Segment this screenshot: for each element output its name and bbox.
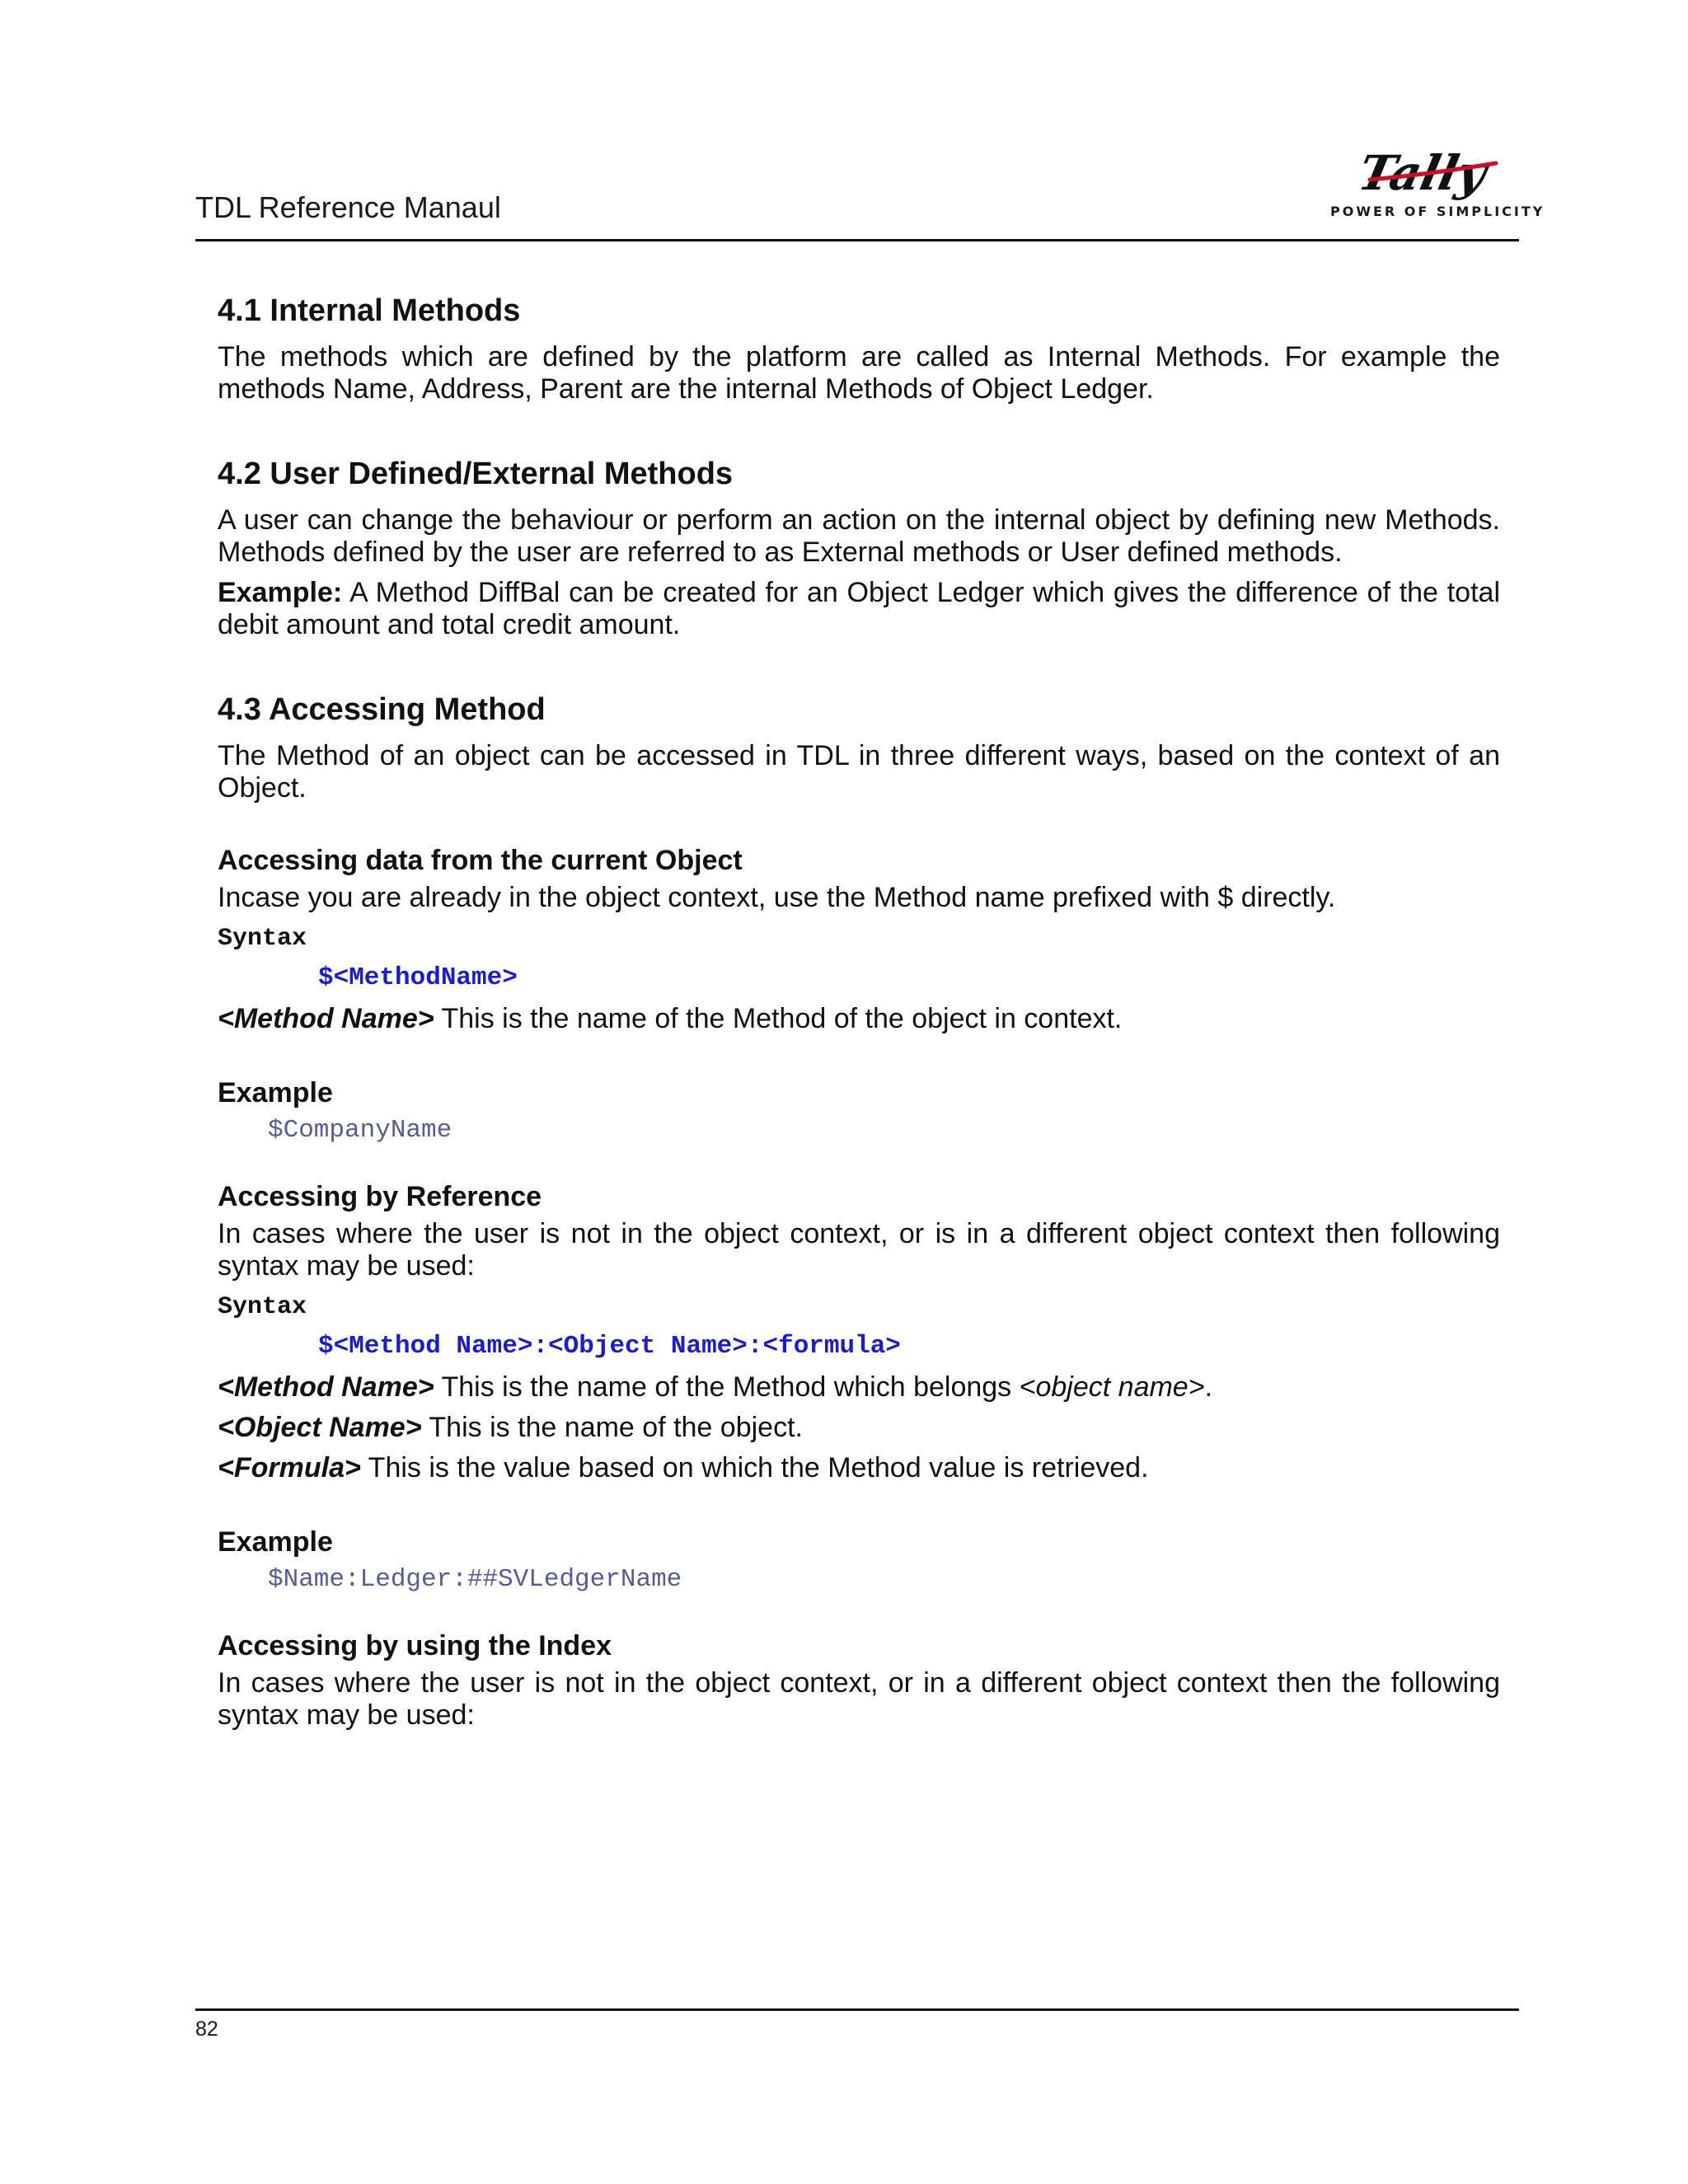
paragraph-external-example (218, 577, 1500, 641)
definition-text: This is the name of the object. (421, 1412, 803, 1443)
logo-tagline: POWER OF SIMPLICITY (1330, 204, 1545, 219)
definition-object-name (218, 1412, 1500, 1444)
heading-external-methods: 4.2 User Defined/External Methods (218, 457, 734, 491)
example-text: A Method DiffBal can be created for an Object Ledger which gives the difference of the total debit amount and total credit amount. (218, 577, 1500, 640)
heading-by-index: Accessing by using the Index (218, 1630, 612, 1661)
heading-internal-methods: 4.1 Internal Methods (218, 293, 521, 328)
definition-formula (218, 1452, 1500, 1484)
paragraph-by-reference: In cases where the user is not in the object context, or is in a different object context then following syntax may be used: (218, 1218, 1500, 1282)
example-label: Example: (218, 577, 343, 608)
paragraph-internal-methods: The methods which are defined by the platform are called as Internal Methods. For example the methods Name, Address, Parent are the internal Methods of Object Ledger. (218, 341, 1500, 405)
definition-term: <Method Name> (218, 1371, 434, 1403)
definition-text: This is the name of the Method which belongs (434, 1371, 1020, 1403)
page-content (218, 292, 1500, 1740)
paragraph-external-methods: A user can change the behaviour or perform an action on the internal object by defining new Methods. Methods defined by the user are referred to as External methods or User defined methods. (218, 504, 1500, 568)
syntax-label-reference: Syntax (218, 1293, 307, 1321)
syntax-code-current: $<MethodName> (318, 963, 518, 992)
example-code-reference: $Name:Ledger:##SVLedgerName (268, 1565, 682, 1594)
syntax-code-reference: $<Method Name>:<Object Name>:<formula> (318, 1332, 901, 1361)
heading-example-reference: Example (218, 1526, 333, 1558)
heading-example-current: Example (218, 1077, 333, 1108)
paragraph-by-index: In cases where the user is not in the object context, or in a different object context then the following syntax may be used: (218, 1667, 1500, 1731)
heading-accessing-method: 4.3 Accessing Method (218, 692, 546, 727)
definition-term: <Method Name> (218, 1003, 434, 1034)
definition-emphasis: <object name> (1019, 1371, 1205, 1403)
definition-text: This is the name of the Method of the object in context. (434, 1003, 1123, 1034)
definition-method-name-reference (218, 1371, 1500, 1404)
paragraph-current-object: Incase you are already in the object context, use the Method name prefixed with $ directly. (218, 882, 1336, 913)
tally-logo-wordmark: Tally (1353, 144, 1492, 201)
page-number: 82 (195, 2018, 218, 2041)
definition-tail: . (1204, 1371, 1213, 1403)
definition-term: <Object Name> (218, 1412, 422, 1443)
heading-current-object: Accessing data from the current Object (218, 845, 743, 876)
syntax-label-current: Syntax (218, 925, 307, 953)
heading-by-reference: Accessing by Reference (218, 1181, 542, 1212)
document-title: TDL Reference Manaul (195, 190, 501, 224)
example-code-current: $CompanyName (268, 1116, 452, 1145)
definition-term: <Formula> (218, 1452, 361, 1483)
paragraph-accessing-method: The Method of an object can be accessed in TDL in three different ways, based on the context of an Object. (218, 740, 1500, 804)
footer-rule (195, 2008, 1519, 2011)
header-rule (195, 239, 1519, 241)
definition-text: This is the value based on which the Method value is retrieved. (360, 1452, 1149, 1483)
definition-method-name-current (218, 1003, 1500, 1035)
